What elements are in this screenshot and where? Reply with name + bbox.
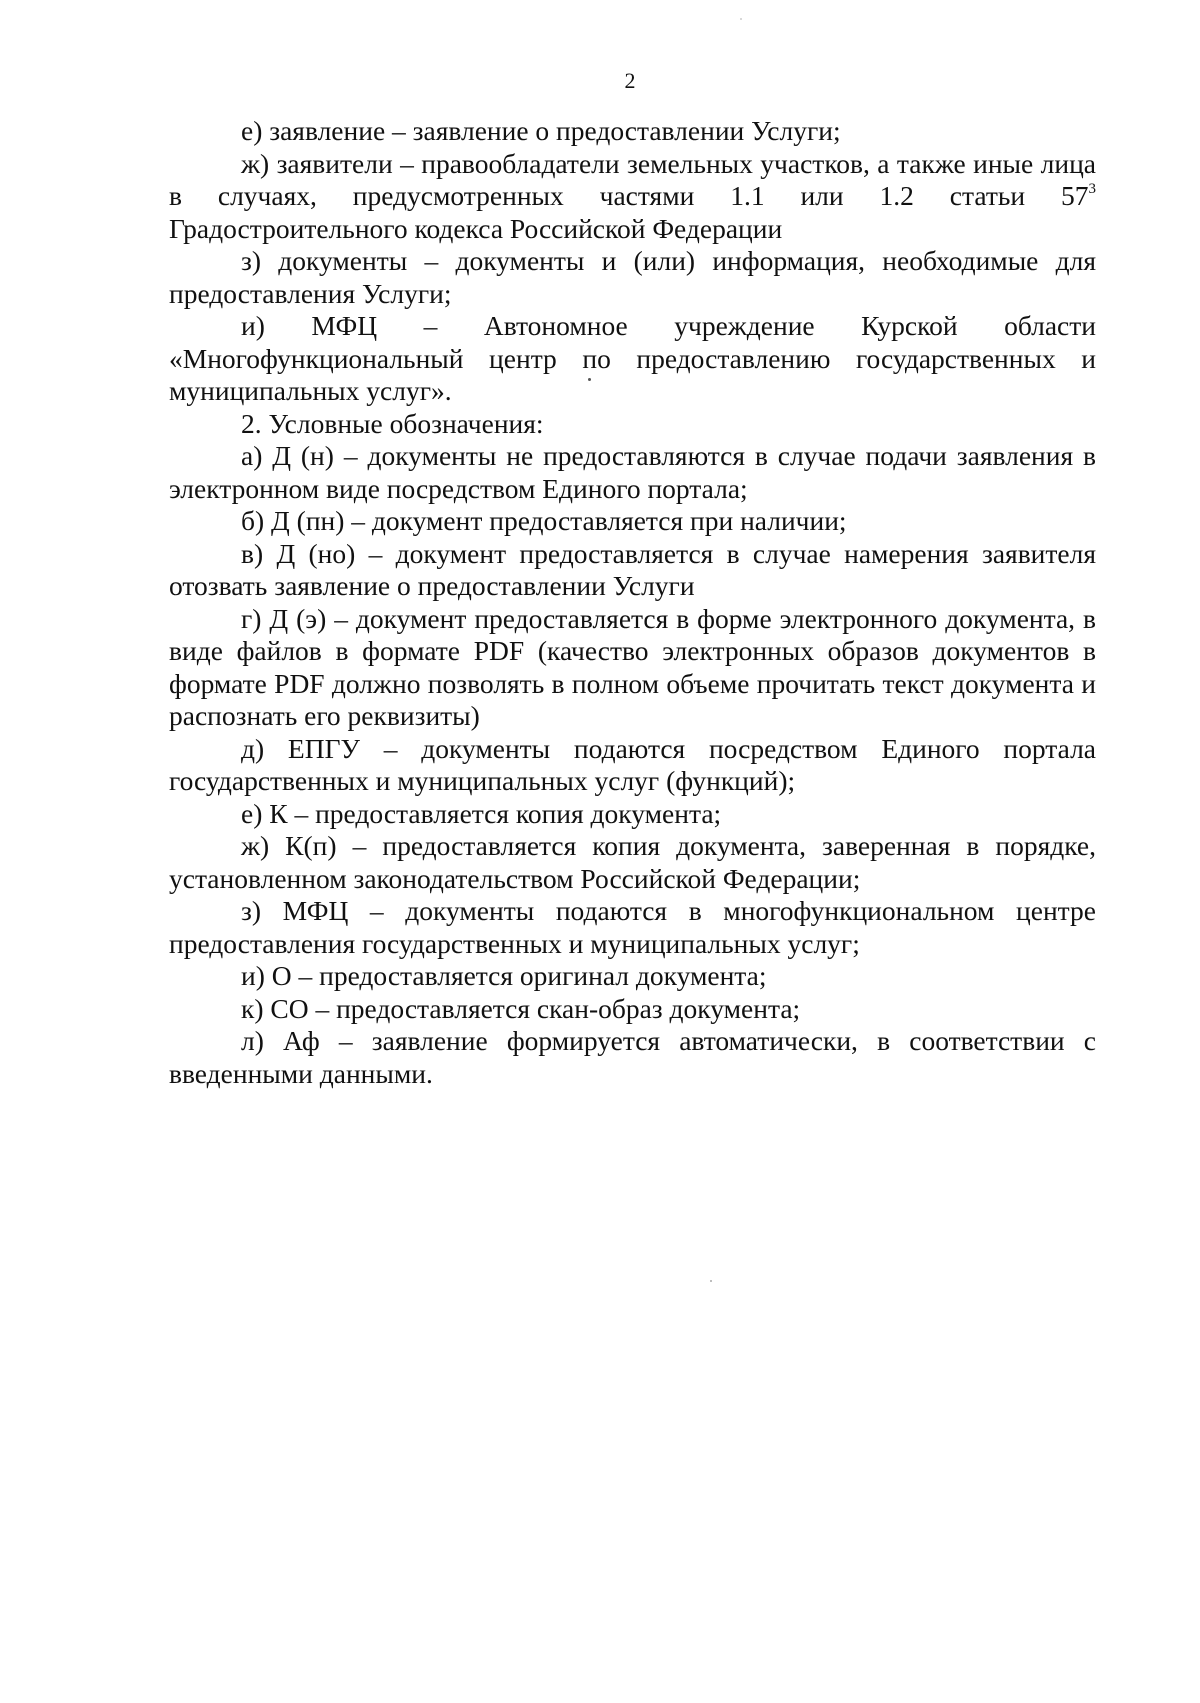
legend-zh: ж) К(п) – предоставляется копия документа, заверенная в порядке, установленном законодательством Российской Федерации; [169, 830, 1096, 894]
legend-e: е) К – предоставляется копия документа; [241, 797, 722, 829]
legend-v: в) Д (но) – документ предоставляется в случае намерения заявителя отозвать заявление о предоставлении Услуги [169, 537, 1096, 601]
legend-k: к) СО – предоставляется скан-образ документа; [241, 992, 801, 1024]
scan-speck [710, 1280, 712, 1282]
definition-z: з) документы – документы и (или) информация, необходимые для предоставления Услуги; [169, 245, 1096, 309]
definition-i: и) МФЦ – Автономное учреждение Курской области «Многофункциональный центр по предоставлению государственных и муниципальных услуг». [169, 310, 1096, 406]
section-heading-legend: 2. Условные обозначения: [241, 407, 544, 439]
legend-a: а) Д (н) – документы не предоставляются в случае подачи заявления в электронном виде посредством Единого портала; [169, 440, 1096, 504]
legend-l: л) Аф – заявление формируется автоматически, в соответствии с введенными данными. [169, 1025, 1096, 1089]
definition-zh: ж) заявители – правообладатели земельных участков, а также иные лица в случаях, предусмотренных частями 1.1 или 1.2 статьи $57^3$ Градостроительного кодекса Российской Федерации [169, 147, 1096, 244]
scan-speck [588, 378, 591, 381]
scan-speck [740, 18, 742, 20]
legend-i: и) О – предоставляется оригинал документа; [241, 960, 767, 991]
legend-d: д) ЕПГУ – документы подаются посредством Единого портала государственных и муниципальных услуг (функций); [169, 732, 1096, 796]
page-number: 2 [624, 68, 636, 93]
legend-b: б) Д (пн) – документ предоставляется при наличии; [241, 505, 847, 536]
definition-e: е) заявление – заявление о предоставлении Услуги; [241, 115, 841, 146]
legend-g: г) Д (э) – документ предоставляется в форме электронного документа, в виде файлов в формате PDF (качество электронных образов документов в формате PDF должно позволять в полном объеме прочитать текст документа и распознать его реквизиты) [169, 602, 1096, 731]
document-body [169, 115, 1096, 1090]
legend-z: з) МФЦ – документы подаются в многофункциональном центре предоставления государственных и муниципальных услуг; [169, 895, 1096, 959]
superscript-note: 3 [1088, 181, 1096, 197]
